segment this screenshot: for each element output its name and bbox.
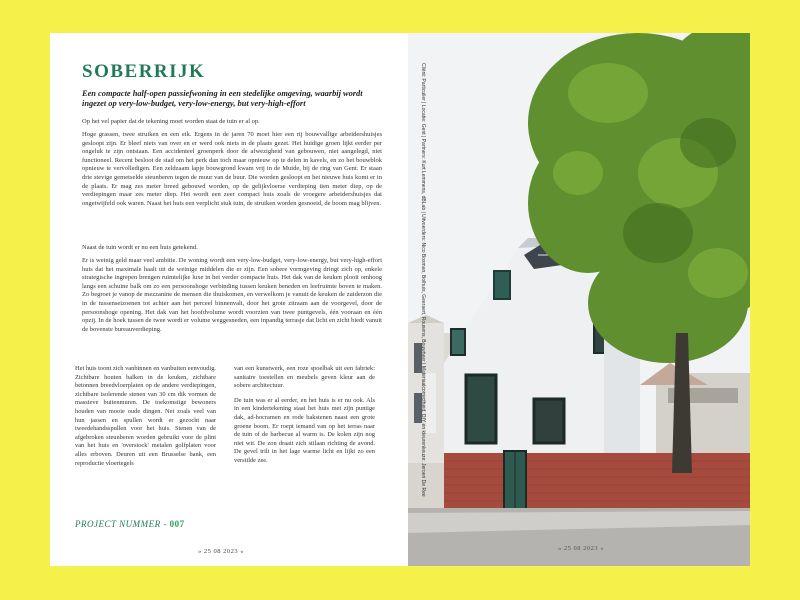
right-page	[408, 33, 750, 566]
house-photo	[408, 33, 750, 566]
column-left-text: Het huis toont zich vanbinnen en vanbuiten eenvoudig. Zichtbare houten balken in de keuken, zichtbare betonnen breedvloerplaten op de andere verdiepingen, zichtbare isolerende stenen van 30 cm dik vormen de massieve buitenmuren. De toekomstige bewoners houden van mooie oude dingen. Net zoals veel van hun jassen en spullen wordt er gezocht naar tweedehandsspullen voor het huis. Stenen van de afgebroken steunberen worden gebruikt voor de plint van het huis en 'overstock' metalen golfplaten voor alles erboven. Deuren uit een Brusselse bank, een reproductie vloertegels	[75, 365, 216, 467]
article-column-right	[234, 365, 375, 472]
article-lead: Een compacte half-open passiefwoning in een stedelijke omgeving, waarbij wordt ingezet op very-low-budget, very-low-energy, but very-high-effort	[82, 89, 363, 108]
column-right-text-2: De tuin was er al eerder, en het huis is er nu ook. Als in een kindertekening staat het huis met zijn puntige dak, ad-hocramen en rode bakstenen naast een grote groene boom. Er roept iemand van op het terras naar de tuin of de barbecue al warm is. De kolen zijn nog niet wit. De zon draait zich stilaan richting de avond. De gevel trilt in het lage warme licht en lijkt zo een verstilde zee.	[234, 396, 375, 464]
project-number-value: 007	[169, 519, 185, 529]
article-paragraph-1: Hoge grassen, twee struiken en een eik. Ergens in de jaren 70 moet hier een rij bouwvallige arbeidershuisjes gesloopt zijn. Er bleef niets van over en er werd ook niets in de plaats gezet. Het huidige groen lijkt eerder per ongeluk te zijn ontstaan. Een accidenteel groenperk door de afwezigheid van gebouwen, niet aangelegd, niet functioneel. Recent besloot de stad om het perk dan toch maar opnieuw op te delen in kavels, en zo het bouwblok opnieuw te vervolledigen. Een zeldzaam lapje bouwgrond kwam vrij in de Muide, bij de ring van Gent. Er staan drie stevige gemetselde steunberen tegen de muur van de buur. Die worden gesloopt en het nieuwe huis komt er in de plaats. Er mag zes meter breed gebouwd worden, op de gelijkvloerse verdieping tien meter diep, op de verdiepingen maar zes meter diep. Het wordt een zeer compact huis zoals de vroegere arbeidershuisjes dat ongetwijfeld ook waren. Naast het huis een verplicht stuk tuin, de struiken worden gesnoeid, de boom mag blijven.	[82, 131, 382, 207]
column-right-text-1: van een kunstwerk, een roze spoelbak uit een fabriek: sanitaire toestellen en meubels geven kleur aan de sobere architectuur.	[234, 365, 375, 390]
article-column-left	[75, 365, 216, 474]
left-page	[50, 33, 408, 566]
magazine-spread	[50, 33, 750, 566]
article-title: SOBERRIJK	[82, 61, 206, 82]
article-paragraph-2: Naast de tuin wordt er nu een huis getekend.	[82, 244, 198, 251]
article-paragraph-3: Er is weinig geld maar veel ambitie. De woning wordt een very-low-budget, very-low-energy, but very-high-effort huis dat het maximale haalt uit de weinige middelen die er zijn. Een sobere vormgeving dringt zich op, enkele strategische ingrepen brengen ruimtelijke luxe in het verder compacte huis. Het dak van de keuken plooit omhoog langs een schuine balk om zo een persoonshoge verbinding tussen keuken beneden en leefruimte boven te maken. Zo begroet je vanop de mezzanine de mensen die thuiskomen, en verwelkom je vanuit de keuken de zuiderzon die in de tussenseizoenen tot achter aan het perceel binnenvalt, door het grote zitraam aan de voorgevel, door de persoonshoge opening. Het dak van het hoofdvolume wordt voorzien van twee puntgevels, één vooraan en één opzij. In de hoek tussen de twee wordt er volume weggesneden, een inpandig terrasje dat licht en zicht biedt vanuit de bovenste bureauverdieping.	[82, 257, 382, 333]
photo-credits-text: Cliënt: Particulier | Locatie: Gent | Partners: Kurt Lemmens, dBLab | Uitvoerders: Nico Bosman, Bolhuis, Geeraert, Rouxens, Bouwheer | Materiaalcorrectheid, DIY en kleurenkeuze: Jeroen De Ree	[420, 63, 426, 497]
project-number-text: PROJECT NUMMER -	[75, 519, 167, 529]
left-page-date: » 25 08 2023 «	[198, 548, 244, 555]
photo-credits	[416, 63, 425, 523]
right-page-date: » 25 08 2023 «	[558, 545, 604, 552]
article-intro: Op het vel papier dat de tekening moet worden staat de tuin er al op.	[82, 118, 260, 125]
project-number-label	[75, 519, 185, 529]
